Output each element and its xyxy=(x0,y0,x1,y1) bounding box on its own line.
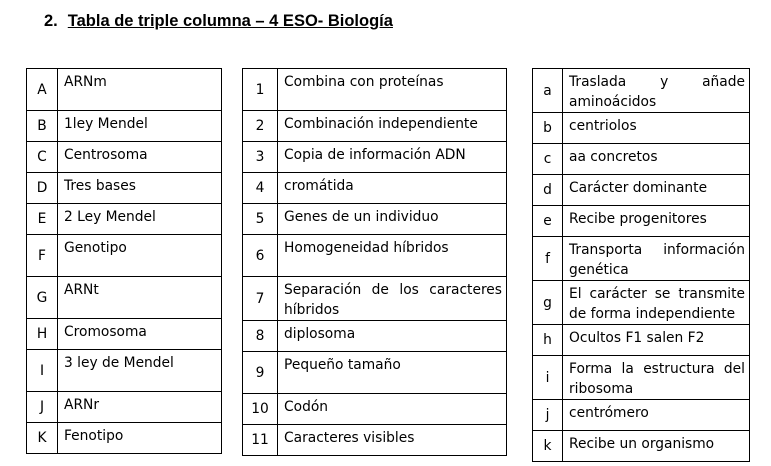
table-row xyxy=(243,111,507,142)
title-text: Tabla de triple columna – 4 ESO- Biología xyxy=(67,12,393,30)
table-row xyxy=(27,235,222,277)
row-text: Copia de información ADN xyxy=(278,142,507,173)
table-row xyxy=(27,142,222,173)
table-lowercase-letters xyxy=(532,68,750,462)
row-text: El carácter se transmite de forma independiente xyxy=(563,281,750,325)
row-key: G xyxy=(27,277,58,319)
row-text: Ocultos F1 salen F2 xyxy=(563,325,750,356)
row-text: 3 ley de Mendel xyxy=(58,350,222,392)
row-key: 7 xyxy=(243,277,278,321)
row-key: 11 xyxy=(243,425,278,456)
table-row xyxy=(27,392,222,423)
row-text: Centrosoma xyxy=(58,142,222,173)
row-text: Recibe un organismo xyxy=(563,431,750,462)
row-text: Combina con proteínas xyxy=(278,69,507,111)
row-text: ARNr xyxy=(58,392,222,423)
row-key: b xyxy=(533,113,563,144)
row-key: d xyxy=(533,175,563,206)
table-row xyxy=(533,356,750,400)
row-text: Forma la estructura del ribosoma xyxy=(563,356,750,400)
row-key: D xyxy=(27,173,58,204)
table-body xyxy=(27,69,222,454)
table-row xyxy=(243,69,507,111)
row-text: ARNm xyxy=(58,69,222,111)
table-row xyxy=(27,204,222,235)
row-key: i xyxy=(533,356,563,400)
row-text: centriolos xyxy=(563,113,750,144)
table-row xyxy=(27,111,222,142)
row-text: diplosoma xyxy=(278,321,507,352)
row-key: k xyxy=(533,431,563,462)
row-key: c xyxy=(533,144,563,175)
row-key: j xyxy=(533,400,563,431)
row-key: E xyxy=(27,204,58,235)
table-row xyxy=(243,321,507,352)
row-text: Codón xyxy=(278,394,507,425)
row-key: f xyxy=(533,237,563,281)
row-text: aa concretos xyxy=(563,144,750,175)
table-row xyxy=(243,173,507,204)
row-key: e xyxy=(533,206,563,237)
table-row xyxy=(243,204,507,235)
table-row xyxy=(243,277,507,321)
table-row xyxy=(243,142,507,173)
table-row xyxy=(533,237,750,281)
row-text: Caracteres visibles xyxy=(278,425,507,456)
table-row xyxy=(27,173,222,204)
row-text: Fenotipo xyxy=(58,423,222,454)
row-key: K xyxy=(27,423,58,454)
row-key: F xyxy=(27,235,58,277)
table-row xyxy=(27,319,222,350)
table-row xyxy=(27,350,222,392)
table-row xyxy=(533,431,750,462)
row-key: 5 xyxy=(243,204,278,235)
row-text: Tres bases xyxy=(58,173,222,204)
row-key: g xyxy=(533,281,563,325)
table-row xyxy=(243,425,507,456)
row-key: 6 xyxy=(243,235,278,277)
row-text: Genotipo xyxy=(58,235,222,277)
table-row xyxy=(533,325,750,356)
row-text: Homogeneidad híbridos xyxy=(278,235,507,277)
row-text: Cromosoma xyxy=(58,319,222,350)
table-row xyxy=(243,352,507,394)
table-body xyxy=(243,69,507,456)
page-title xyxy=(44,12,393,31)
table-uppercase-letters xyxy=(26,68,222,454)
row-key: J xyxy=(27,392,58,423)
row-text: 1ley Mendel xyxy=(58,111,222,142)
table-row xyxy=(243,394,507,425)
row-text: cromátida xyxy=(278,173,507,204)
section-number: 2. xyxy=(44,12,58,30)
row-key: B xyxy=(27,111,58,142)
row-text: ARNt xyxy=(58,277,222,319)
row-key: C xyxy=(27,142,58,173)
table-row xyxy=(243,235,507,277)
row-text: Pequeño tamaño xyxy=(278,352,507,394)
table-row xyxy=(533,144,750,175)
row-key: a xyxy=(533,69,563,113)
row-text: Combinación independiente xyxy=(278,111,507,142)
row-text: Traslada y añade aminoácidos xyxy=(563,69,750,113)
table-body xyxy=(533,69,750,462)
table-row xyxy=(533,400,750,431)
row-text: 2 Ley Mendel xyxy=(58,204,222,235)
row-text: Carácter dominante xyxy=(563,175,750,206)
row-text: Transporta información genética xyxy=(563,237,750,281)
table-row xyxy=(533,175,750,206)
row-text: Genes de un individuo xyxy=(278,204,507,235)
row-text: centrómero xyxy=(563,400,750,431)
row-key: 1 xyxy=(243,69,278,111)
table-row xyxy=(533,69,750,113)
row-key: 2 xyxy=(243,111,278,142)
row-key: H xyxy=(27,319,58,350)
row-key: I xyxy=(27,350,58,392)
row-text: Separación de los caracteres híbridos xyxy=(278,277,507,321)
table-row xyxy=(27,423,222,454)
row-key: 10 xyxy=(243,394,278,425)
table-row xyxy=(27,69,222,111)
table-numbers xyxy=(242,68,507,456)
table-row xyxy=(533,113,750,144)
row-key: 4 xyxy=(243,173,278,204)
row-key: 8 xyxy=(243,321,278,352)
table-row xyxy=(27,277,222,319)
table-row xyxy=(533,206,750,237)
row-text: Recibe progenitores xyxy=(563,206,750,237)
row-key: 9 xyxy=(243,352,278,394)
row-key: h xyxy=(533,325,563,356)
table-row xyxy=(533,281,750,325)
row-key: A xyxy=(27,69,58,111)
row-key: 3 xyxy=(243,142,278,173)
